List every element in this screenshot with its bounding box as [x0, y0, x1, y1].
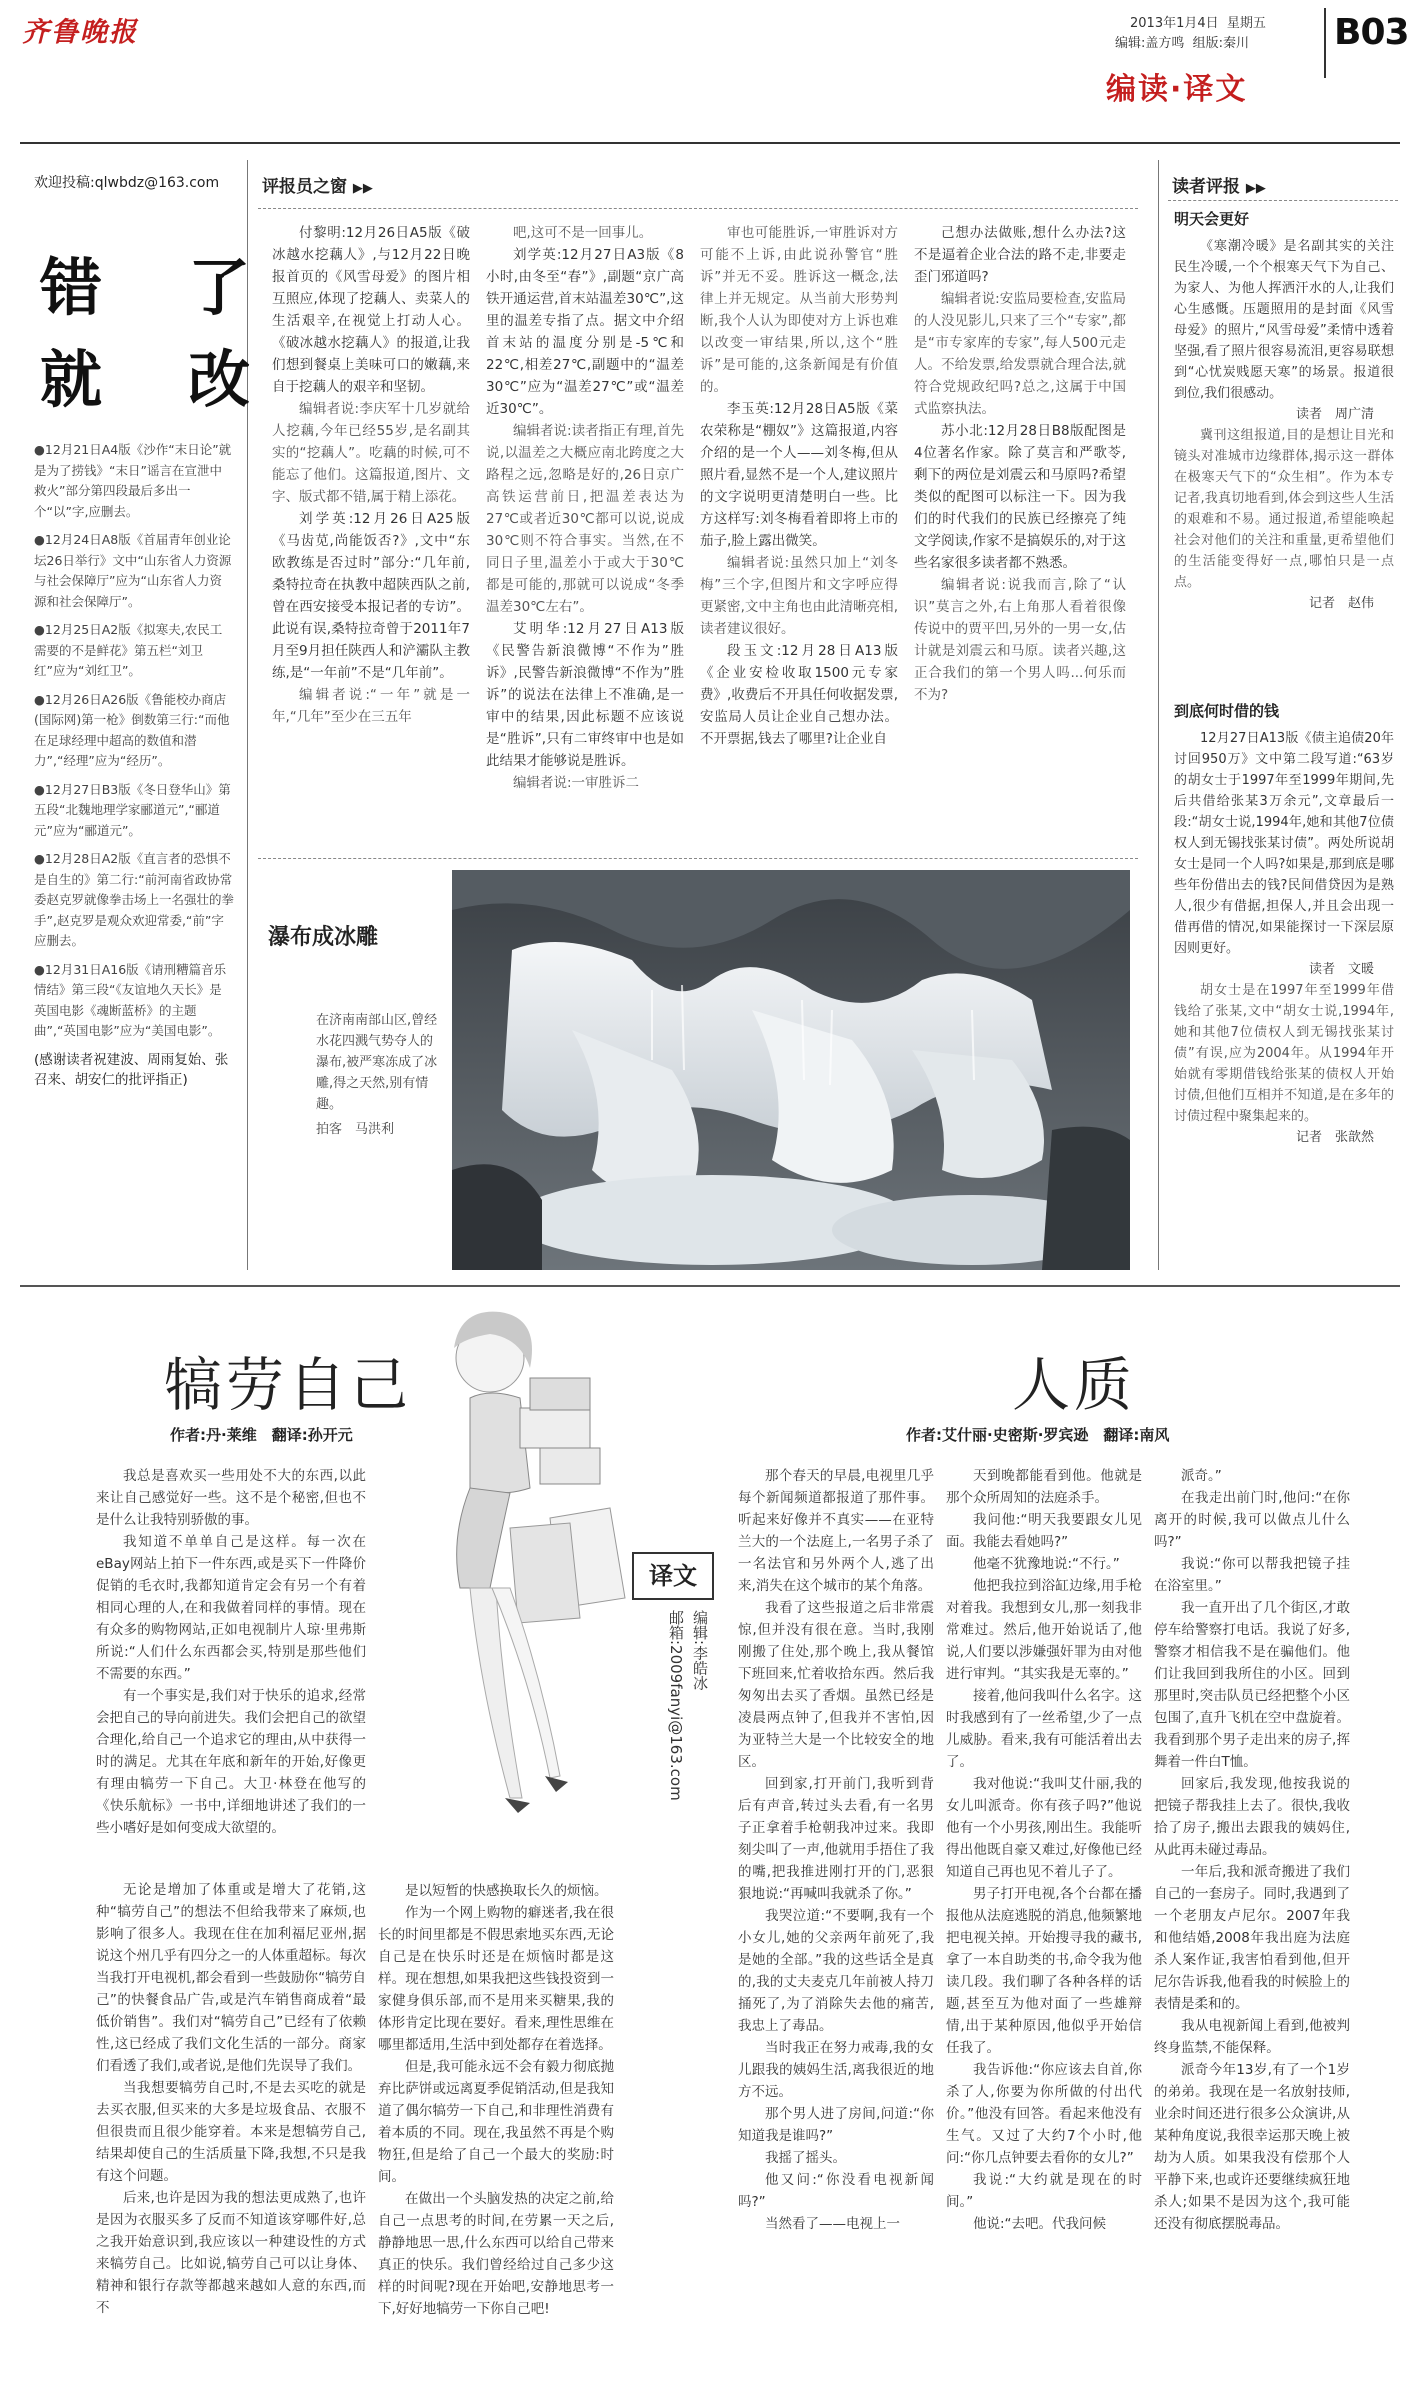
article2-title: 人质 — [1012, 1351, 1137, 1419]
headline-jiu-gai: 就 改 — [40, 343, 263, 416]
correction-item: ●12月27日B3版《冬日登华山》第五段“北魏地理学家郦道元”,“郦道元”应为“郦道元”。 — [34, 781, 231, 838]
article-para: 作为一个网上购物的癖迷者,我在很长的时间里都是不假思索地买东西,无论自己是在快乐时还是在烦恼时都是这样。现在想想,如果我把这些钱投资到一家健身俱乐部,而不是用来买糖果,我的体形肯定比现在要好。看来,理性思维在哪里都适用,生活中到处都存在着选择。 — [378, 1905, 614, 2053]
headline-cuo-le: 错 了 — [40, 251, 263, 324]
article-para: 在我走出前门时,他问:“在你离开的时候,我可以做点儿什么吗?” — [1154, 1490, 1350, 1550]
section-title: 编读·译文 — [1106, 72, 1248, 107]
issue-date — [1130, 12, 1266, 31]
article-para: 后来,也许是因为我的想法更成熟了,也许是因为衣服买多了反而不知道该穿哪件好,总之我开始意识到,我应该以一种建设性的方式来犒劳自己。比如说,犒劳自己可以让身体、精神和银行存款等都越来越如人意的东西,而不 — [96, 2190, 366, 2316]
translation-email: 邮箱:2009fanyi@163.com — [667, 1610, 685, 1801]
article2-byline: 作者:艾什丽·史密斯·罗宾逊 翻译:南风 — [906, 1426, 1170, 1444]
woman-with-bags-icon — [410, 1298, 640, 1838]
article-para: 有一个事实是,我们对于快乐的追求,经常会把自己的导向前进失。我们会把自己的欲望合理化,给自己一个追求它的理由,从中获得一时的满足。尤其在年底和新年的开始,好像更有理由犒劳一下自己。大卫·林登在他写的《快乐航标》一书中,详细地讲述了我们的一些小嗜好是如何变成大欲望的。 — [96, 1688, 366, 1836]
article-para: 天到晚都能看到他。他就是那个众所周知的法庭杀手。 — [946, 1468, 1142, 1506]
article-para: 我从电视新闻上看到,他被判终身监禁,不能保释。 — [1154, 2018, 1350, 2056]
article-para: 那个男人进了房间,问道:“你知道我是谁吗?” — [738, 2106, 934, 2144]
reader-signature: 读者 文暖 — [1308, 962, 1374, 977]
article-para: 我说:“大约就是现在的时间。” — [946, 2172, 1142, 2210]
arrow-icon: ▶▶ — [1245, 181, 1266, 196]
critic-col-2 — [486, 222, 684, 794]
article1-title: 犒劳自己 — [164, 1351, 413, 1419]
critic-para: 编辑者说:安监局要检查,安监局的人没见影儿,只来了三个“专家”,都是“市专家库的专家”,每人500元走人。不给发票,给发票就合理合法,就符合党规政纪吗?总之,这属于中国式监察执法。 — [914, 291, 1126, 417]
critic-col-1 — [272, 222, 470, 728]
weekday-text: 星期五 — [1226, 16, 1266, 31]
article-para: 他把我拉到浴缸边缘,用手枪对着我。我想到女儿,那一刻我非常难过。然后,他开始说话了,他说,人们要以涉嫌强奸罪为由对他进行审判。“其实我是无辜的。” — [946, 1578, 1142, 1682]
critic-header-rule — [258, 208, 1138, 209]
article-para: 我总是喜欢买一些用处不大的东西,以此来让自己感觉好一些。这不是个秘密,但也不是什么让我特别骄傲的事。 — [96, 1468, 366, 1528]
reader-para: 《寒潮冷暖》是名副其实的关注民生冷暖,一个个根寒天气下为自己、为家人、为他人挥洒汗水的人,让我们心生感慨。压题照用的是封面《风雪母爱》的照片,“风雪母爱”柔情中透着坚强,看了照片很容易流泪,更容易联想到“心忧炭贱愿天寒”的场景。报道很到位,我们很感动。 — [1174, 239, 1394, 401]
critic-header — [262, 172, 373, 197]
critic-para: 编辑者说:“一年”就是一年,“几年”至少在三五年 — [272, 687, 470, 725]
critic-para: 编辑者说:李庆军十几岁就给人挖藕,今年已经55岁,是名副其实的“挖藕人”。吃藕的时候,可不能忘了他们。这篇报道,图片、文字、版式都不错,属于精上添花。 — [272, 401, 470, 505]
critic-para: 艾明华:12月27日A13版《民警告新浪微博“不作为”胜诉》,民警告新浪微博“不作为”胜诉”的说法在法律上不准确,是一审中的结果,因此标题不应该说是“胜诉”,只有二审终审中也是如此结果才能够说是胜诉。 — [486, 621, 684, 769]
reader-header-text: 读者评报 — [1172, 177, 1240, 197]
correction-item: ●12月26日A26版《鲁能校办商店(国际网)第一枪》倒数第三行:“而他在足球经理中超高的数值和潜力”,“经理”应为“经历”。 — [34, 691, 230, 768]
reader-para: 冀刊这组报道,目的是想让目光和镜头对准城市边缘群体,揭示这一群体在极寒天气下的“众生相”。作为本专记者,我真切地看到,体会到这些人生活的艰难和不易。通过报道,希望能唤起社会对他们的关注和重量,更希望他们的生活能变得好一点,哪怕只是一点点。 — [1174, 428, 1394, 590]
article-para: 我哭泣道:“不要啊,我有一个小女儿,她的父亲两年前死了,我是她的全部。”我的这些话全是真的,我的丈夫麦克几年前被人持刀捅死了,为了消除失去他的痛苦,我忠上了毒品。 — [738, 1908, 934, 2034]
arrow-icon: ▶▶ — [352, 181, 373, 196]
reader-para: 12月27日A13版《债主追债20年讨回950万》文中第二段写道:“63岁的胡女士于1997年至1999年期间,先后共借给张某3万余元”,文章最后一段:“胡女士说,1994年,她和其他7位债权人到无锡找张某讨债”。两处所说胡女士是同一个人吗?如果是,那到底是哪些年份借出去的钱?民间借贷因为是熟人,很少有借据,担保人,并且会出现一借再借的情况,如果能探讨一下深层原因则更好。 — [1174, 731, 1394, 956]
article1-byline: 作者:丹·莱维 翻译:孙开元 — [170, 1426, 353, 1444]
article2-col-2 — [946, 1465, 1142, 2235]
article-para: 我对他说:“我叫艾什丽,我的女儿叫派奇。你有孩子吗?”他说他有一个小男孩,刚出生。我能听得出他既自豪又难过,好像他已经知道自己再也见不着儿子了。 — [946, 1776, 1142, 1880]
divider-right — [1158, 160, 1159, 1270]
article-para: 男子打开电视,各个台都在播报他从法庭逃脱的消息,他频繁地把电视关掉。开始搜寻我的藏书,拿了一本自助类的书,命令我为他读几段。我们聊了各种各样的话题,甚至互为他对面了一些雄辩情,出于某种原因,他似乎开始信任我了。 — [946, 1886, 1142, 2056]
article-para: 当时我正在努力戒毒,我的女儿跟我的姨妈生活,离我很近的地方不远。 — [738, 2040, 934, 2100]
critic-para: 刘学英:12月26日A25版《马齿苋,尚能饭否?》,文中“东欧教练是否过时”部分:“几年前,桑特拉奇在执教中超陕西队之前,曾在西安接受本报记者的专访”。此说有误,桑特拉奇曾于2011年7月至9月担任陕西人和浐灞队主教练,是“一年前”不是“几年前”。 — [272, 511, 470, 681]
critic-para: 编辑者说:说我而言,除了“认识”莫言之外,右上角那人看着很像传说中的贾平凹,另外的一男一女,估计就是刘震云和马原。读者兴趣,这正合我们的第一个男人吗...何乐而不为? — [914, 577, 1126, 703]
photo-caption-text: 在济南南部山区,曾经水花四溅气势夺人的瀑布,被严寒冻成了冰雕,得之天然,别有情趣。 — [316, 1013, 438, 1112]
frozen-waterfall-photo — [452, 870, 1130, 1270]
article-para: 无论是增加了体重或是增大了花销,这种“犒劳自己”的想法不但给我带来了麻烦,也影响了很多人。我现在住在加利福尼亚州,据说这个州几乎有四分之一的人体重超标。每次当我打开电视机,都会看到一些鼓励你“犒劳自己”的快餐食品广告,或是汽车销售商成着“最低价销售”。我们对“犒劳自己”已经有了依赖性,这已经成了我们文化生活的一部分。商家们看透了我们,或者说,是他们先误导了我们。 — [96, 1882, 366, 2074]
critic-para: 刘学英:12月27日A3版《8小时,由冬至“春”》,副题“京广高铁开通运营,首末站温差30℃”,这里的温差专指了点。据文中介绍首末站的温度分别是-5℃和22℃,相差27℃,副题中的“温差30℃”应为“温差27℃”或“温差近30℃”。 — [486, 247, 684, 417]
reader-signature: 读者 周广清 — [1295, 407, 1374, 422]
waterfall-illustration — [452, 870, 1130, 1270]
article2-col-3 — [1154, 1465, 1350, 2235]
correction-item: ●12月24日A8版《首届青年创业论坛26日举行》文中“山东省人力资源与社会保障厅”应为“山东省人力资源和社会保障厅”。 — [34, 532, 232, 609]
article-para: 我告诉他:“你应该去自首,你杀了人,你要为你所做的付出代价。”他没有回答。看起来他没有生气。又过了大约7个小时,他问:“你几点钟要去看你的女儿?” — [946, 2062, 1142, 2166]
critic-para: 段玉文:12月28日A13版《企业安检收取1500元专家费》,收费后不开具任何收据发票,安监局人员让企业自己想办法。不开票据,钱去了哪里?让企业自 — [700, 643, 898, 747]
article-para: 接着,他问我叫什么名字。这时我感到有了一丝希望,少了一点儿威胁。看来,我有可能活着出去了。 — [946, 1688, 1142, 1770]
newspaper-logo: 齐鲁晚报 — [22, 17, 138, 48]
article-para: 他又问:“你没看电视新闻吗?” — [738, 2172, 934, 2210]
correction-item: ●12月31日A16版《请刑糟篇音乐情结》第三段“《友谊地久天长》是英国电影《魂断蓝桥》的主题曲”,“英国电影”应为“美国电影”。 — [34, 961, 227, 1038]
article-para: 一年后,我和派奇搬进了我们自己的一套房子。同时,我遇到了一个老朋友卢尼尔。2007年我和他结婚,2008年我出庭为法庭杀人案作证,我害怕看到他,但开尼尔告诉我,他看我的时候脸上的表情是柔和的。 — [1154, 1864, 1350, 2012]
critic-para: 编辑者说:读者指正有理,首先说,以温差之大概应南北跨度之大路程之远,忽略是好的,26日京广高铁运营前日,把温差表达为27℃或者近30℃都可以说,说成30℃则不符合事实。当然,在不同日子里,温差小于或大于30℃都是可能的,那就可以说成“冬季温差30℃左右”。 — [486, 423, 684, 615]
article-para: 我摇了摇头。 — [765, 2150, 846, 2166]
article-para: 我知道不单单自己是这样。每一次在eBay网站上拍下一件东西,或是买下一件降价促销的毛衣时,我都知道肯定会有另一个有着相同心理的人,在和我做着同样的事情。现在有众多的购物网站,正如电视制片人琼·里弗斯所说:“人们什么东西都会买,特别是那些他们不需要的东西。” — [96, 1534, 366, 1682]
photo-title: 瀑布成冰雕 — [268, 925, 379, 950]
half-page-rule — [20, 1285, 1400, 1287]
article1-col-1 — [96, 1465, 366, 2319]
photo-credit: 拍客 马洪利 — [316, 1122, 395, 1137]
article-para: 我看了这些报道之后非常震惊,但并没有很在意。当时,我刚刚搬了住处,那个晚上,我从餐馆下班回来,忙着收拾东西。然后我匆匆出去买了香烟。虽然已经是凌晨两点钟了,但我并不害怕,因为亚特兰大是一个比较安全的地区。 — [738, 1600, 934, 1770]
critic-col-4 — [914, 222, 1126, 706]
photo-caption — [316, 1010, 444, 1140]
article-para: 我一直开出了几个街区,才敢停车给警察打电话。我说了好多,警察才相信我不是在骗他们。他们让我回到我所住的小区。回到那里时,突击队员已经把整个小区包围了,直升飞机在空中盘旋着。我看到那个男子走出来的房子,挥舞着一件白T恤。 — [1154, 1600, 1350, 1770]
staff-line — [1115, 32, 1249, 51]
reporter-signature: 记者 张歆然 — [1295, 1130, 1374, 1145]
critic-header-text: 评报员之窗 — [262, 177, 347, 197]
critic-para: 苏小北:12月28日B8版配图是4位著名作家。除了莫言和严歌苓,剩下的两位是刘震云和马原吗?希望类似的配图可以标注一下。因为我们的时代我们的民族已经擦亮了纯文学阅读,作家不是搞娱乐的,对于这些名家很多读者都不熟悉。 — [914, 423, 1126, 571]
reader-title-1: 明天会更好 — [1174, 210, 1250, 228]
photo-top-rule — [258, 858, 1138, 859]
article1-col-2 — [378, 1880, 614, 2320]
reporter-signature: 记者 赵伟 — [1308, 596, 1374, 611]
masthead-rule — [20, 142, 1400, 144]
reader-body-2 — [1174, 728, 1394, 1148]
critic-para: 编辑者说:一审胜诉二 — [513, 775, 640, 791]
corrections-list — [34, 440, 234, 1091]
critic-para: 李玉英:12月28日A5版《菜农荣称是“棚奴”》这篇报道,内容介绍的是一个人——刘冬梅,但从照片看,显然不是一个人,建议照片的文字说明更清楚明白一些。比方这样写:刘冬梅看着即将上市的茄子,脸上露出微笑。 — [700, 401, 898, 549]
page-code: B03 — [1334, 12, 1409, 53]
correction-item: ●12月28日A2版《直言者的恐惧不是自生的》第二行:“前河南省政协常委赵克罗就像拳击场上一名强壮的拳手”,赵克罗是观众欢迎常委,“前”字应删去。 — [34, 851, 235, 948]
article-para: 他毫不犹豫地说:“不行。” — [973, 1556, 1120, 1572]
article-para: 当我想要犒劳自己时,不是去买吃的就是去买衣服,但买来的大多是垃圾食品、衣服不但很贵而且很少能穿着。本来是想犒劳自己,结果却使自己的生活质量下降,我想,不只是我有这个问题。 — [96, 2080, 366, 2184]
layout-text: 组版:秦川 — [1192, 36, 1250, 51]
editor-text: 编辑:盖方鸣 — [1115, 36, 1185, 51]
article-para: 但是,我可能永远不会有毅力彻底抛弃比萨饼或远离夏季促销活动,但是我知道了偶尔犒劳一下自己,和非理性消费有着本质的不同。现在,我虽然不再是个购物狂,但是给了自己一个最大的奖励:时间。 — [378, 2059, 614, 2185]
article2-col-1 — [738, 1465, 934, 2235]
article-para: 那个春天的早晨,电视里几乎每个新闻频道都报道了那件事。听起来好像并不真实——在亚特兰大的一个法庭上,一名男子杀了一名法官和另外两个人,逃了出来,消失在这个城市的某个角落。 — [738, 1468, 934, 1594]
article-para: 我说:“你可以帮我把镜子挂在浴室里。” — [1154, 1556, 1350, 1594]
article-para: 回到家,打开前门,我听到背后有声音,转过头去看,有一名男子正拿着手枪朝我冲过来。我即刻尖叫了一声,他就用手捂住了我的嘴,把我推进刚打开的门,恶狠狠地说:“再喊叫我就杀了你。” — [738, 1776, 934, 1902]
article-para: 派奇今年13岁,有了一个1岁的弟弟。我现在是一名放射技师,业余时间还进行很多公众演讲,从某种角度说,我很幸运那天晚上被劫为人质。如果我没有偿那个人平静下来,也或许还要继续疯狂地杀人;如果不是因为这个,我可能还没有彻底摆脱毒品。 — [1154, 2062, 1350, 2232]
date-text: 2013年1月4日 — [1130, 16, 1219, 31]
critic-col-3 — [700, 222, 898, 750]
correction-item: ●12月25日A2版《拟寒夫,农民工需要的不是鲜花》第五栏“刘卫红”应为“刘红卫”。 — [34, 622, 223, 678]
article-para: 回家后,我发现,他按我说的把镜子帮我挂上去了。很快,我收拾了房子,搬出去跟我的姨妈住,从此再未碰过毒品。 — [1154, 1776, 1350, 1858]
critic-para: 己想办法做账,想什么办法?这不是逼着企业合法的路不走,非要走歪门邪道吗? — [914, 225, 1126, 285]
critic-para: 付黎明:12月26日A5版《破冰越水挖藕人》,与12月22日晚报首页的《风雪母爱》的图片相互照应,体现了挖藕人、卖菜人的生活艰辛,在视觉上打动人心。《破冰越水挖藕人》的报道,让我们想到餐桌上美味可口的嫩藕,来自于挖藕人的艰辛和坚韧。 — [272, 225, 470, 395]
critic-para: 审也可能胜诉,一审胜诉对方可能不上诉,由此说孙警官“胜诉”并无不妥。胜诉这一概念,法律上并无规定。从当前大形势判断,我个人认为即使对方上诉也难以改变一审结果,所以,这个“胜诉”是可能的,这条新闻是有价值的。 — [700, 225, 898, 395]
article-para: 我问他:“明天我要跟女儿见面。我能去看她吗?” — [946, 1512, 1142, 1550]
translation-editor: 编辑:李皓冰 — [691, 1610, 709, 1691]
reader-header-rule — [1168, 200, 1398, 201]
critic-para: 编辑者说:虽然只加上“刘冬梅”三个字,但图片和文字呼应得更紧密,文中主角也由此清晰亮相,读者建议很好。 — [700, 555, 898, 637]
reader-body-1 — [1174, 236, 1394, 614]
article-para: 派奇。” — [1181, 1468, 1222, 1484]
masthead-divider — [1324, 8, 1326, 78]
reader-header — [1172, 172, 1266, 197]
article-para: 是以短暂的快感换取长久的烦恼。 — [405, 1883, 608, 1899]
article-para: 当然看了——电视上一 — [765, 2216, 900, 2232]
thanks-note: (感谢读者祝建波、周雨复始、张召来、胡安仁的批评指正) — [34, 1051, 229, 1088]
shopping-woman-illustration — [410, 1298, 640, 1838]
article-para: 在做出一个头脑发热的决定之前,给自己一点思考的时间,在劳累一天之后,静静地思一思,什么东西可以给自己带来真正的快乐。我们曾经给过自己多少这样的时间呢?现在开始吧,安静地思考一下,好好地犒劳一下你自己吧! — [378, 2191, 614, 2317]
article-para: 他说:“去吧。代我问候 — [973, 2216, 1107, 2232]
reader-title-2: 到底何时借的钱 — [1174, 702, 1280, 720]
critic-para: 吧,这可不是一回事儿。 — [513, 225, 653, 241]
submission-email: 欢迎投稿:qlwbdz@163.com — [34, 175, 220, 191]
correction-item: ●12月21日A4版《沙作“末日论”就是为了捞钱》“末日”谣言在宣泄中救火”部分第四段最后多出一个“以”字,应删去。 — [34, 442, 232, 519]
reader-para: 胡女士是在1997年至1999年借钱给了张某,文中“胡女士说,1994年,她和其他7位债权人到无锡找张某讨债”有误,应为2004年。从1994年开始就有零期借钱给张某的债权人开始讨债,但他们互相并不知道,是在多年的讨债过程中聚集起来的。 — [1174, 983, 1394, 1124]
translation-tag: 译文 — [632, 1552, 714, 1600]
